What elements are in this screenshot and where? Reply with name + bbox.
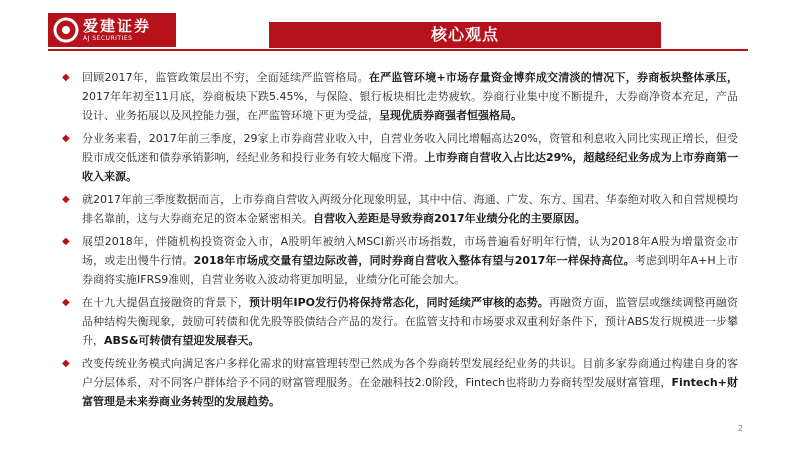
diamond-bullet-icon: ◆ [62, 133, 70, 144]
diamond-bullet-icon: ◆ [62, 236, 70, 247]
bullet-item [62, 232, 738, 289]
diamond-bullet-icon: ◆ [62, 194, 70, 205]
diamond-bullet-icon: ◆ [62, 72, 70, 83]
diamond-bullet-icon: ◆ [62, 297, 70, 308]
bullet-text-emphasis: 上市券商自营收入占比达29%，超越经纪业务成为上市券商第一收入来源。 [82, 151, 738, 183]
bullet-text: 考虑到明年A+H上市券商将实施IFRS9准则，自营业务收入波动将更加明显，业绩分化可能会加大。 [82, 254, 738, 286]
bullet-text-emphasis: Fintech+财富管理是未来券商业务转型的发展趋势。 [82, 376, 738, 408]
bullet-item [62, 129, 738, 186]
page-number: 2 [737, 424, 743, 433]
brand-logo [48, 13, 176, 47]
brand-name-cn: 爱建证券 [83, 16, 152, 35]
bullet-list [62, 68, 738, 415]
brand-name-en: AJ SECURITIES [83, 34, 133, 42]
bullet-item [62, 68, 738, 125]
bullet-text: 2017年年初至11月底，券商板块下跌5.45%，与保险、银行板块相比走势疲软。券商行业集中度不断提升，大券商净资本充足，产品设计、业务拓展以及风控能力强，在严监管环境下更为受益， [82, 90, 738, 122]
bullet-text-emphasis: ABS&可转债有望迎发展春天。 [104, 334, 260, 347]
bullet-text: 就2017年前三季度数据而言，上市券商自营收入两级分化现象明显，其中中信、海通、广发、东方、国君、华泰绝对收入和自营规模均排名靠前，这与大券商充足的资本金紧密相关。 [82, 193, 738, 225]
bullet-text-emphasis: 自营收入差距是导致券商2017年业绩分化的主要原因。 [313, 212, 586, 225]
bullet-text: 回顾2017年，监管政策层出不穷，全面延续严监管格局。 [82, 71, 369, 84]
header-rule [48, 49, 748, 51]
bullet-text: 改变传统业务模式向满足客户多样化需求的财富管理转型已然成为各个券商转型发展经纪业务的共识。目前多家券商通过构建自身的客户分层体系，对不同客户群体给予不同的财富管理服务。在金融科技2.0阶段，Fintech也将助力券商转型发展财富管理， [82, 357, 738, 389]
bullet-item [62, 293, 738, 350]
header [0, 0, 800, 50]
bullet-text-emphasis: 预计明年IPO发行仍将保持常态化，同时延续严审核的态势。 [248, 296, 549, 309]
bullet-text: 在十九大提倡直接融资的背景下， [82, 296, 249, 309]
bullet-text: 再融资方面，监管层或继续调整再融资品种结构失衡现象，鼓励可转债和优先股等股债结合产品的发行。在监管支持和市场要求双重利好条件下，预计ABS发行规模进一步攀升， [82, 296, 738, 347]
bullet-item [62, 354, 738, 411]
bullet-text-emphasis: 2018年市场成交量有望边际改善，同时券商自营收入整体有望与2017年一样保持高位。 [193, 254, 635, 267]
bullet-text-emphasis: 在严监管环境+市场存量资金博弈成交清淡的情况下，券商板块整体承压， [368, 71, 738, 84]
page-title: 核心观点 [269, 22, 661, 48]
bullet-text-emphasis: 呈现优质券商强者恒强格局。 [379, 109, 522, 122]
brand-mark-icon [53, 17, 79, 43]
bullet-text: 展望2018年，伴随机构投资资金入市，A股明年被纳入MSCI新兴市场指数，市场普遍看好明年行情，认为2018年A股为增量资金市场，或走出慢牛行情。 [82, 235, 738, 267]
bullet-item [62, 190, 738, 228]
bullet-text: 分业务来看，2017年前三季度，29家上市券商营业收入中，自营业务收入同比增幅高达20%，资管和利息收入同比实现正增长，但受股市成交低迷和债券承销影响，经纪业务和投行业务有较大幅度下滑。 [82, 132, 738, 164]
diamond-bullet-icon: ◆ [62, 358, 70, 369]
